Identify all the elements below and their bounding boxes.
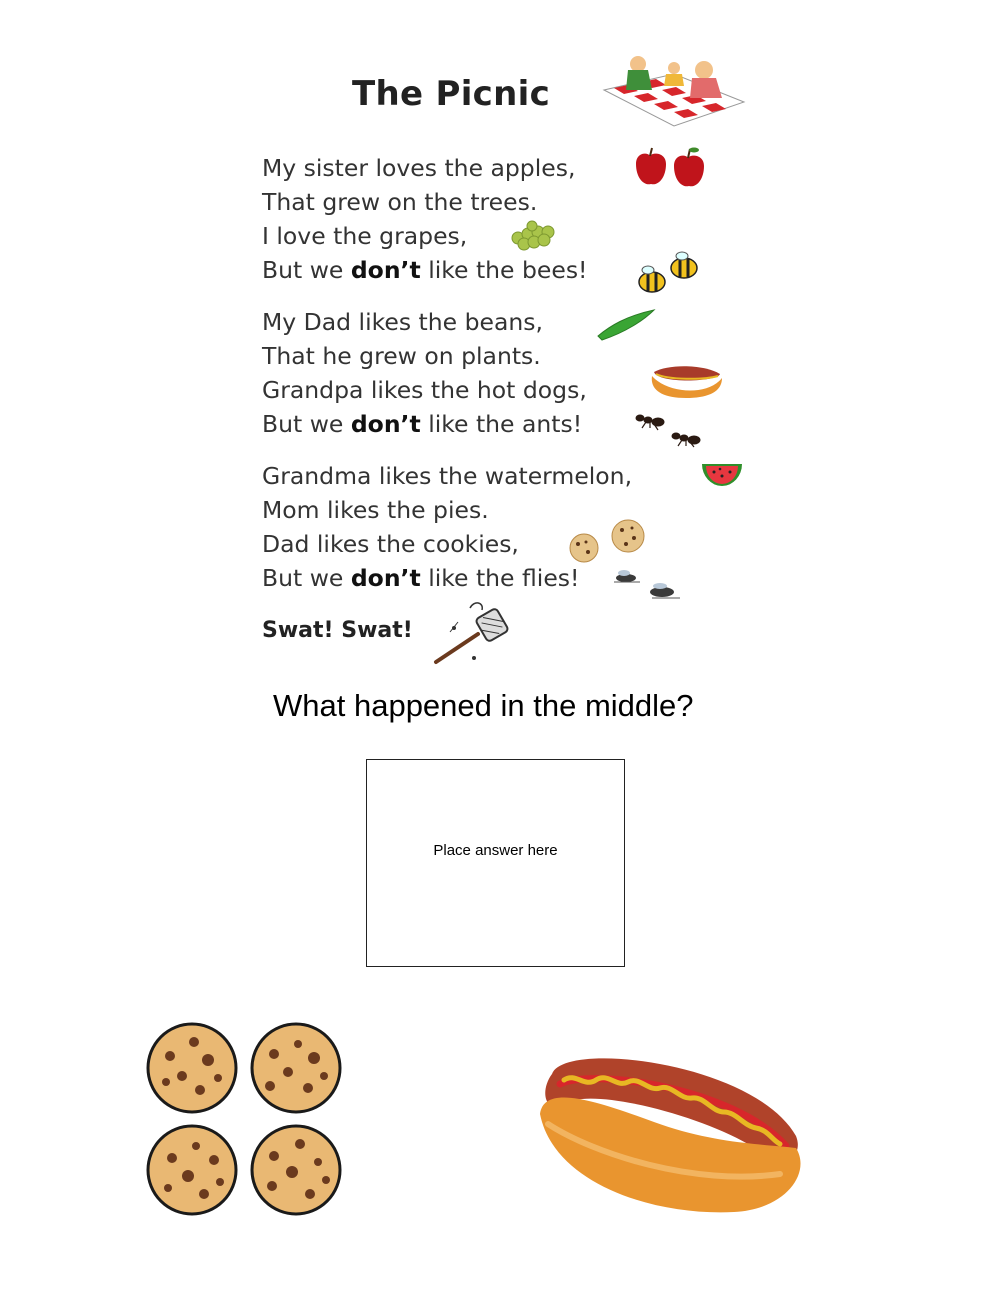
apple-icon [632, 144, 712, 190]
watermelon-icon [700, 460, 744, 500]
poem-line: Mom likes the pies. [262, 496, 489, 524]
poem-line: My Dad likes the beans, [262, 308, 543, 336]
poem-line: I love the grapes, [262, 222, 468, 250]
poem-line: But we don’t like the ants! [262, 410, 583, 438]
poem-line: That he grew on plants. [262, 342, 541, 370]
fly-swatter-icon [430, 598, 514, 668]
answer-drop-zone[interactable] [366, 759, 625, 967]
poem-line: Grandma likes the watermelon, [262, 462, 633, 490]
poem-line: Grandpa likes the hot dogs, [262, 376, 587, 404]
answer-placeholder: Place answer here [433, 842, 558, 859]
ant-icon [632, 410, 702, 448]
bee-icon [634, 246, 706, 298]
cookies-image[interactable] [142, 1020, 348, 1220]
page-title: The Picnic [352, 74, 551, 114]
poem-line: But we don’t like the bees! [262, 256, 588, 284]
hot-dog-icon [648, 362, 724, 400]
bean-icon [596, 306, 658, 342]
picnic-icon [604, 56, 744, 126]
poem-ending: Swat! Swat! [262, 618, 413, 643]
grapes-icon [508, 218, 560, 254]
poem-line: Dad likes the cookies, [262, 530, 519, 558]
hot-dog-image[interactable] [534, 1044, 806, 1216]
poem-line: That grew on the trees. [262, 188, 538, 216]
fly-icon [612, 568, 686, 604]
question-text: What happened in the middle? [273, 688, 694, 723]
poem-line: But we don’t like the flies! [262, 564, 580, 592]
poem-line: My sister loves the apples, [262, 154, 576, 182]
cookie-icon [564, 518, 652, 564]
